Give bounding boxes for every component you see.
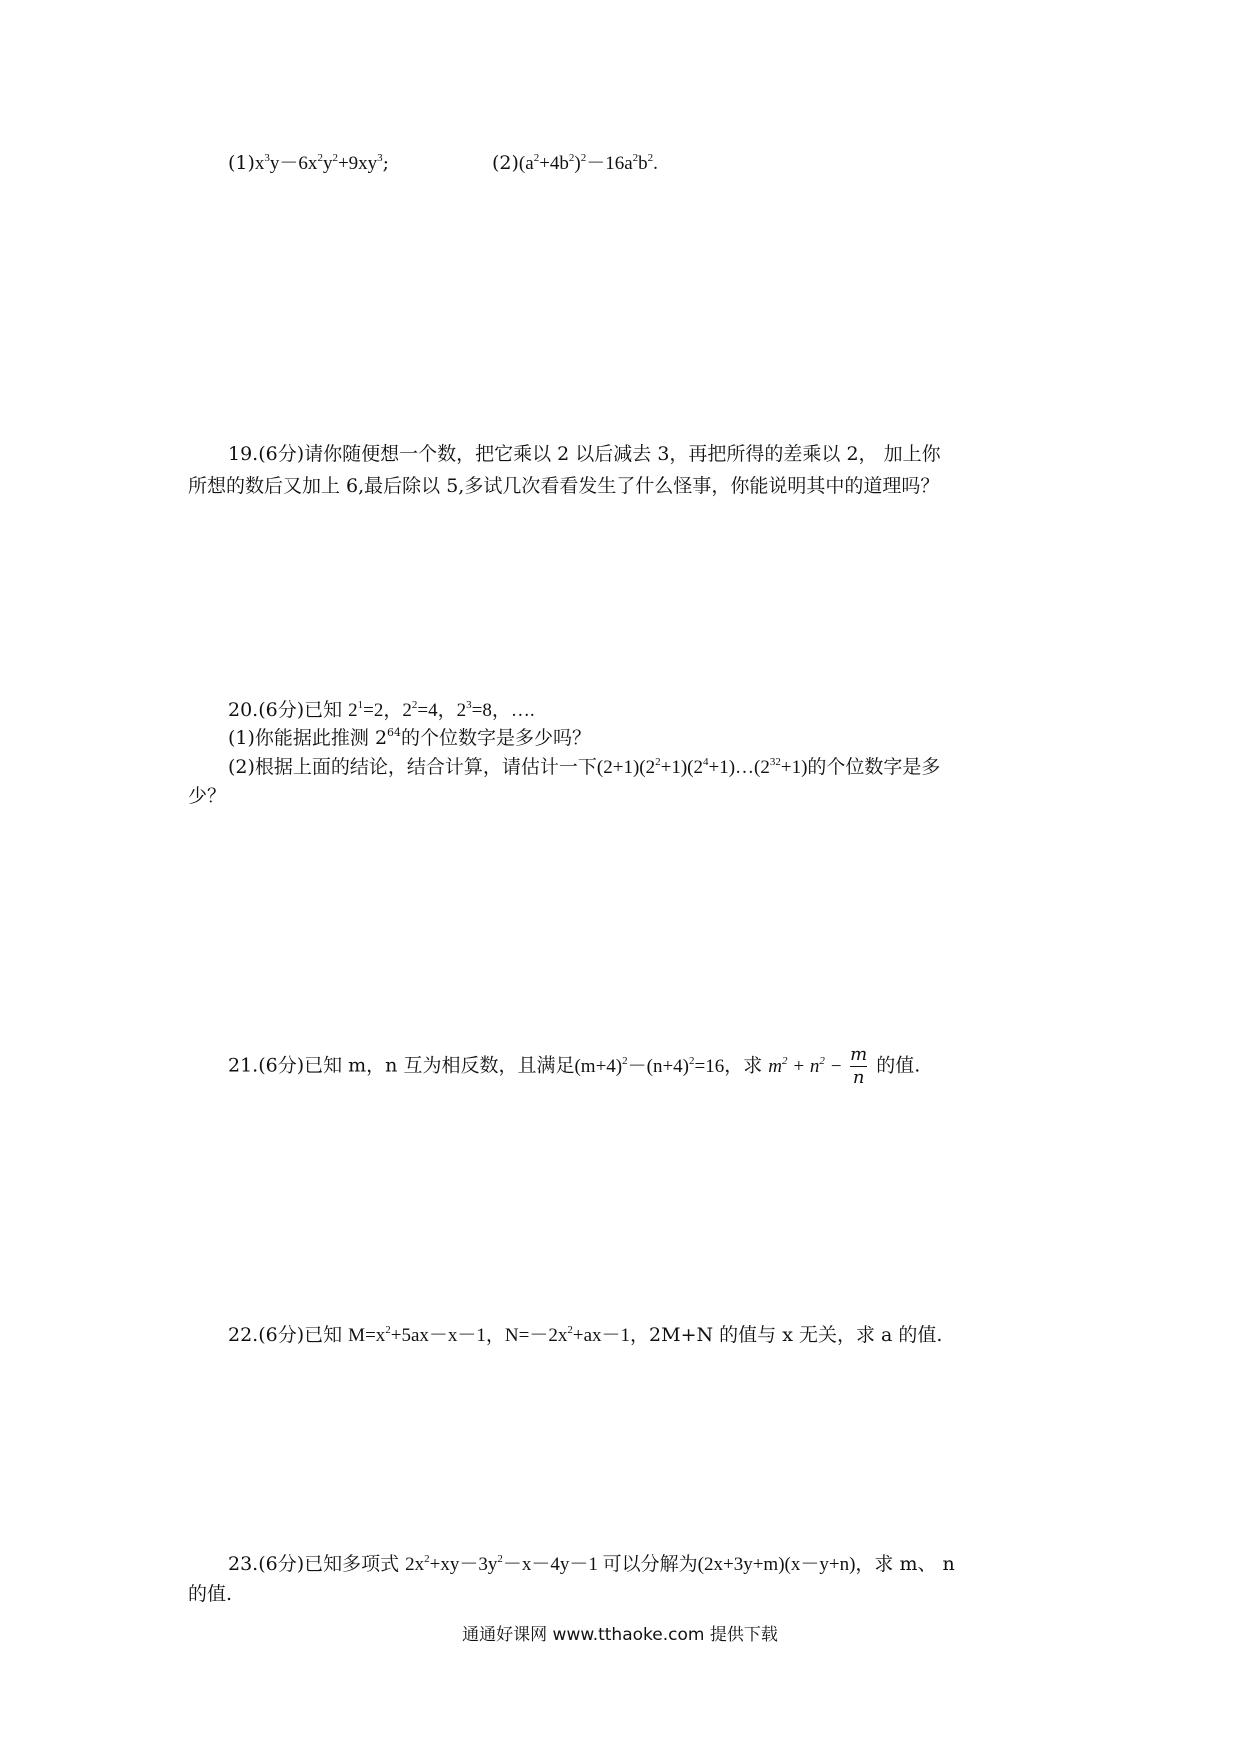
q23-line2: 的值. <box>188 1583 233 1605</box>
q21-numerator: m <box>850 1044 868 1065</box>
q18-part2 <box>492 150 658 177</box>
q23-factored: (2x+3y+m)(x－y+n) <box>697 1554 856 1575</box>
q18-part2-expr: $(a^2+4b^2)^2-16a^2b^2$. <box>518 152 658 174</box>
q21-equation: $(m+4)^2-(n+4)^2=16$ <box>574 1054 725 1077</box>
q21-prefix: 21.(6分)已知 m，n 互为相反数，且满足 <box>228 1054 575 1077</box>
q18-part1 <box>228 150 389 177</box>
q22-mid: ，2M+N 的值与 x 无关，求 a 的值. <box>630 1324 943 1346</box>
q22-line <box>228 1322 942 1349</box>
q20-sub2-b: 的个位数字是多 <box>807 756 941 778</box>
q23-suffix: ，求 m、 n <box>855 1553 955 1575</box>
q20-sub2 <box>228 754 940 781</box>
q18-part1-expr: $x^3y-6x^2y^2+9xy^3$ <box>254 152 383 174</box>
q18-part2-label: (2) <box>492 152 519 174</box>
q18-part1-tail: ; <box>382 152 390 174</box>
q20-sub2-cont: 少？ <box>188 785 227 807</box>
q20-prefix: 20.(6分)已知 <box>228 699 349 721</box>
q20-powers: $2^1=2$，$2^2=4$，$2^3=8$，…. <box>348 699 535 721</box>
q20-sub1 <box>228 725 591 751</box>
q20-stem <box>228 697 535 724</box>
q19-line2: 所想的数后又加上 6,最后除以 5,多试几次看看发生了什么怪事，你能说明其中的道理吗？ <box>188 475 940 497</box>
q21-denominator: n <box>852 1067 865 1088</box>
q21-expression: $m^2 + n^2$ − <box>768 1054 848 1077</box>
q23-prefix: 23.(6分)已知多项式 <box>228 1553 406 1575</box>
q21-fraction <box>850 1046 867 1087</box>
page-footer: 通通好课网 www.tthaoke.com 提供下载 <box>462 1625 778 1645</box>
q20-product: $(2+1)(2^2+1)(2^4+1)\dots(2^{32}+1)$ <box>596 756 808 778</box>
q22-prefix: 22.(6分)已知 <box>228 1324 349 1346</box>
q18-part1-label: (1) <box>228 152 255 174</box>
q20-sub1-a: (1)你能据此推测 2 <box>228 727 388 749</box>
q20-sub1-exp: 64 <box>387 726 402 739</box>
q21-mid: ，求 <box>724 1054 763 1077</box>
q20-sub2-a: (2)根据上面的结论，结合计算，请估计一下 <box>228 756 597 778</box>
q21-line <box>228 1046 920 1087</box>
q20-sub1-b: 的个位数字是多少吗？ <box>401 727 592 749</box>
q23-polynomial: $2x^2+xy-3y^2-x-4y-1$ <box>405 1553 603 1575</box>
q22-definitions: $M=x^2+5ax-x-1$，$N=-2x^2+ax-1$ <box>348 1324 631 1346</box>
q23-mid: 可以分解为 <box>602 1553 698 1575</box>
q19-line1: 19.(6分)请你随便想一个数，把它乘以 2 以后减去 3，再把所得的差乘以 2， 加上你 <box>228 443 941 465</box>
q21-suffix: 的值. <box>876 1054 921 1077</box>
q23-line1 <box>228 1551 955 1578</box>
